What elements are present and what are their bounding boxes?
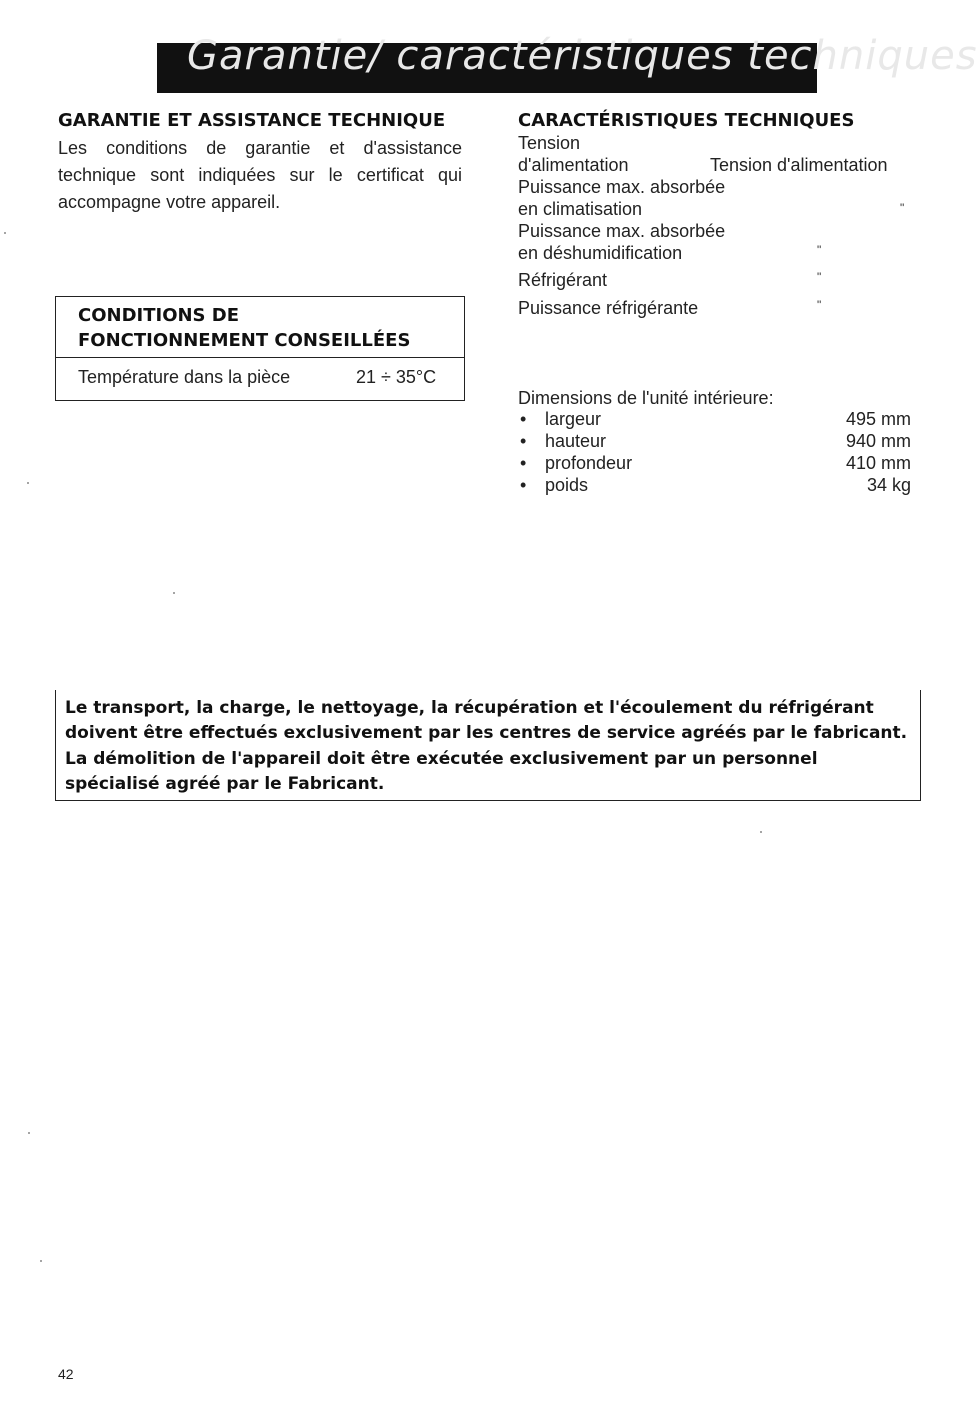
- spec-refrig-ditto: ": [817, 298, 822, 312]
- dim-bullet: •: [520, 453, 527, 473]
- dim-value-hauteur: 940 mm: [845, 431, 911, 451]
- dim-bullet: •: [520, 409, 527, 429]
- warning-paragraph-2: La démolition de l'appareil doit être exécutée exclusivement par un personnel spécialisé agréé par le Fabricant.: [65, 749, 818, 794]
- spec-refrigerant: Réfrigérant: [518, 270, 608, 290]
- scan-speck: [27, 482, 29, 484]
- spec-puissance-refrig: Puissance réfrigérante: [518, 298, 699, 318]
- conditions-title-line2: FONCTIONNEMENT CONSEILLÉES: [78, 330, 411, 351]
- spec-clim-ditto: ": [900, 201, 905, 215]
- dim-value-profondeur: 410 mm: [845, 453, 911, 473]
- spec-puissance-deshu-line1: Puissance max. absorbée: [518, 221, 726, 241]
- spec-puissance-clim-line2: en climatisation: [518, 199, 643, 219]
- conditions-row-label: Température dans la pièce: [78, 367, 291, 387]
- conditions-title: [78, 303, 410, 353]
- conditions-title-line1: CONDITIONS DE: [78, 305, 240, 326]
- warning-box: [55, 690, 921, 801]
- conditions-row-value: 21 ÷ 35°C: [356, 367, 437, 387]
- conditions-divider: [56, 357, 464, 358]
- dim-label-profondeur: profondeur: [545, 453, 633, 473]
- spec-puissance-clim-line1: Puissance max. absorbée: [518, 177, 726, 197]
- spec-tension-line1: Tension: [518, 133, 581, 153]
- scan-speck: [28, 1132, 30, 1134]
- conditions-box: [55, 296, 465, 401]
- scan-speck: [760, 831, 762, 833]
- dim-bullet: •: [520, 431, 527, 451]
- page-banner: [157, 33, 978, 93]
- garantie-text: Les conditions de garantie et d'assistance technique sont indiquées sur le certificat qui accompagne votre appareil.: [58, 138, 462, 212]
- warning-paragraph-1: Le transport, la charge, le nettoyage, la récupération et l'écoulement du réfrigérant doivent être effectués exclusivement par les centres de service agréés par le fabricant.: [65, 698, 908, 743]
- spec-refrigerant-ditto: ": [817, 270, 822, 284]
- dim-label-largeur: largeur: [545, 409, 602, 429]
- banner-title: Garantie/ caractéristiques techniques: [187, 33, 978, 79]
- garantie-heading: GARANTIE ET ASSISTANCE TECHNIQUE: [58, 110, 446, 131]
- spec-deshu-ditto: ": [817, 243, 822, 257]
- spec-tension-line2: d'alimentation: [518, 155, 629, 175]
- scan-speck: [40, 1260, 42, 1262]
- scan-speck: [173, 592, 175, 594]
- dim-bullet: •: [520, 475, 527, 495]
- dim-label-hauteur: hauteur: [545, 431, 607, 451]
- spec-puissance-deshu-line2: en déshumidification: [518, 243, 683, 263]
- dim-value-poids: 34 kg: [866, 475, 911, 495]
- scan-speck: [4, 232, 6, 234]
- spec-tension-value: Tension d'alimentation: [710, 155, 888, 175]
- dimensions-title: Dimensions de l'unité intérieure:: [518, 388, 774, 408]
- dim-label-poids: poids: [545, 475, 589, 495]
- dim-value-largeur: 495 mm: [845, 409, 911, 429]
- page-number: 42: [58, 1366, 74, 1382]
- specs-heading: CARACTÉRISTIQUES TECHNIQUES: [518, 110, 855, 131]
